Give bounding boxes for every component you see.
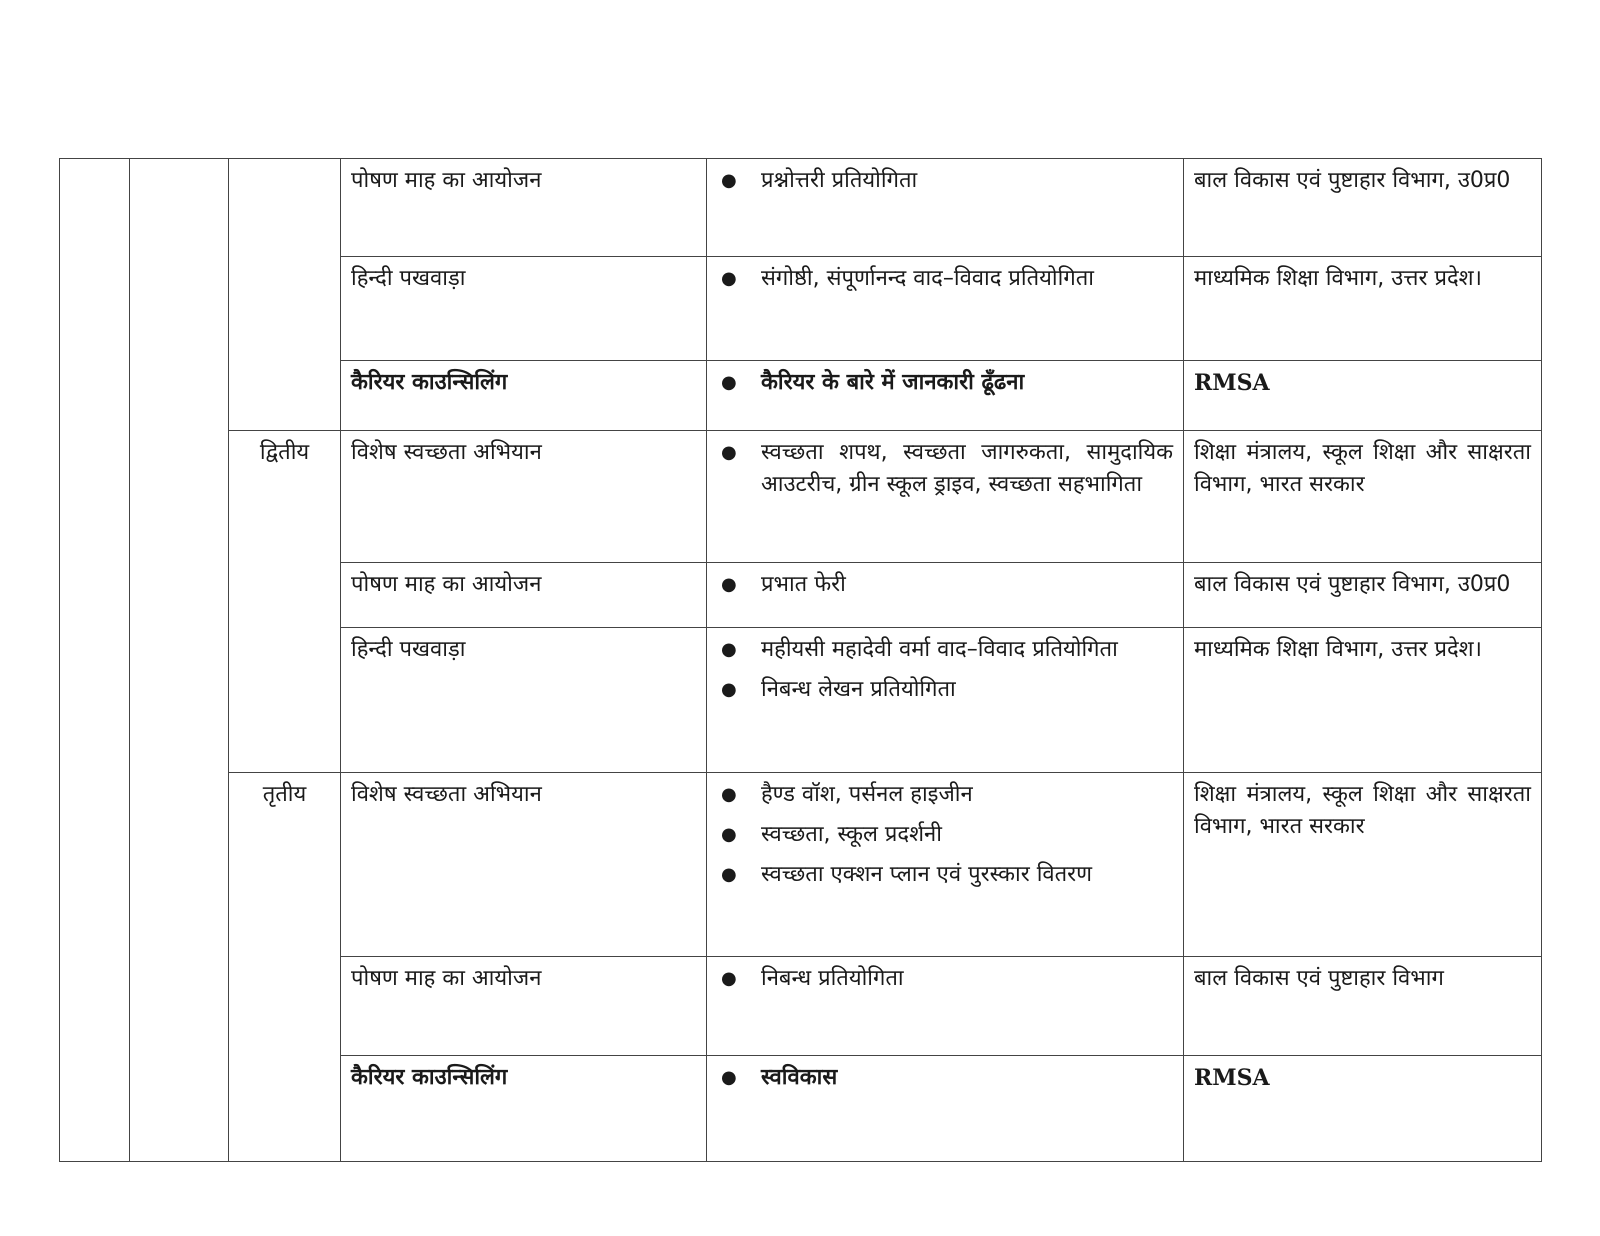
bullet-item: ● महीयसी महादेवी वर्मा वाद–विवाद प्रतियोगिता <box>761 634 1173 666</box>
bullet-item: ● कैरियर के बारे में जानकारी ढूँढना <box>761 367 1173 399</box>
bullets-cell <box>707 361 1184 431</box>
department-cell <box>1184 257 1542 361</box>
department-cell <box>1184 563 1542 628</box>
department-label: शिक्षा मंत्रालय, स्कूल शिक्षा और साक्षरता विभाग, भारत सरकार <box>1194 782 1531 839</box>
activity-label: कैरियर काउन्सिलिंग <box>351 1065 508 1090</box>
department-cell <box>1184 957 1542 1056</box>
activity-label: हिन्दी पखवाड़ा <box>351 637 466 662</box>
activity-cell <box>341 159 707 257</box>
activity-cell <box>341 257 707 361</box>
activity-cell <box>341 773 707 957</box>
bullets-cell <box>707 773 1184 957</box>
activity-cell <box>341 1056 707 1162</box>
bullet-item: ● स्वविकास <box>761 1062 1173 1094</box>
activity-label: पोषण माह का आयोजन <box>351 966 542 991</box>
table-row <box>60 773 1542 957</box>
bullets-cell <box>707 957 1184 1056</box>
department-label: RMSA <box>1194 370 1270 396</box>
bullets-cell <box>707 628 1184 773</box>
department-cell <box>1184 628 1542 773</box>
bullet-list <box>717 569 1173 601</box>
serial-cell <box>60 159 130 1162</box>
activity-label: पोषण माह का आयोजन <box>351 572 542 597</box>
bullet-item: ● संगोष्ठी, संपूर्णानन्द वाद–विवाद प्रतियोगिता <box>761 263 1173 295</box>
term-label: तृतीय <box>262 782 307 807</box>
department-cell <box>1184 431 1542 563</box>
bullet-item: ● निबन्ध प्रतियोगिता <box>761 963 1173 995</box>
department-label: माध्यमिक शिक्षा विभाग, उत्तर प्रदेश। <box>1194 637 1482 662</box>
bullets-cell <box>707 431 1184 563</box>
bullet-item: ● स्वच्छता शपथ, स्वच्छता जागरुकता, सामुदायिक आउटरीच, ग्रीन स्कूल ड्राइव, स्वच्छता सहभागिता <box>761 437 1173 501</box>
department-cell <box>1184 159 1542 257</box>
department-label: माध्यमिक शिक्षा विभाग, उत्तर प्रदेश। <box>1194 266 1482 291</box>
bullet-item: ● प्रभात फेरी <box>761 569 1173 601</box>
activity-cell <box>341 361 707 431</box>
department-label: शिक्षा मंत्रालय, स्कूल शिक्षा और साक्षरता विभाग, भारत सरकार <box>1194 440 1531 497</box>
department-label: RMSA <box>1194 1065 1270 1091</box>
bullets-cell <box>707 257 1184 361</box>
activity-cell <box>341 431 707 563</box>
department-label: बाल विकास एवं पुष्टाहार विभाग <box>1194 966 1444 991</box>
activity-cell <box>341 563 707 628</box>
bullet-list <box>717 437 1173 501</box>
bullet-list <box>717 263 1173 295</box>
bullet-list <box>717 165 1173 197</box>
bullet-list <box>717 963 1173 995</box>
table-row <box>60 159 1542 257</box>
department-label: बाल विकास एवं पुष्टाहार विभाग, उ0प्र0 <box>1194 168 1511 193</box>
activity-cell <box>341 957 707 1056</box>
bullets-cell <box>707 1056 1184 1162</box>
term-cell-second <box>229 431 341 773</box>
bullet-item: ● हैण्ड वॉश, पर्सनल हाइजीन <box>761 779 1173 811</box>
bullets-cell <box>707 563 1184 628</box>
department-cell <box>1184 773 1542 957</box>
bullet-item: ● प्रश्नोत्तरी प्रतियोगिता <box>761 165 1173 197</box>
bullet-item: ● निबन्ध लेखन प्रतियोगिता <box>761 674 1173 706</box>
bullet-item: ● स्वच्छता, स्कूल प्रदर्शनी <box>761 819 1173 851</box>
bullet-list <box>717 634 1173 706</box>
activity-schedule-table <box>59 158 1542 1162</box>
activity-label: हिन्दी पखवाड़ा <box>351 266 466 291</box>
term-cell-third <box>229 773 341 1162</box>
department-label: बाल विकास एवं पुष्टाहार विभाग, उ0प्र0 <box>1194 572 1511 597</box>
activity-label: विशेष स्वच्छता अभियान <box>351 782 542 807</box>
bullet-list <box>717 779 1173 891</box>
activity-label: विशेष स्वच्छता अभियान <box>351 440 542 465</box>
month-cell <box>130 159 229 1162</box>
activity-cell <box>341 628 707 773</box>
table-row <box>60 431 1542 563</box>
term-cell-first <box>229 159 341 431</box>
bullets-cell <box>707 159 1184 257</box>
activity-label: कैरियर काउन्सिलिंग <box>351 370 508 395</box>
department-cell <box>1184 1056 1542 1162</box>
bullet-item: ● स्वच्छता एक्शन प्लान एवं पुरस्कार वितरण <box>761 859 1173 891</box>
bullet-list <box>717 367 1173 399</box>
term-label: द्वितीय <box>259 440 310 465</box>
department-cell <box>1184 361 1542 431</box>
bullet-list <box>717 1062 1173 1094</box>
activity-label: पोषण माह का आयोजन <box>351 168 542 193</box>
